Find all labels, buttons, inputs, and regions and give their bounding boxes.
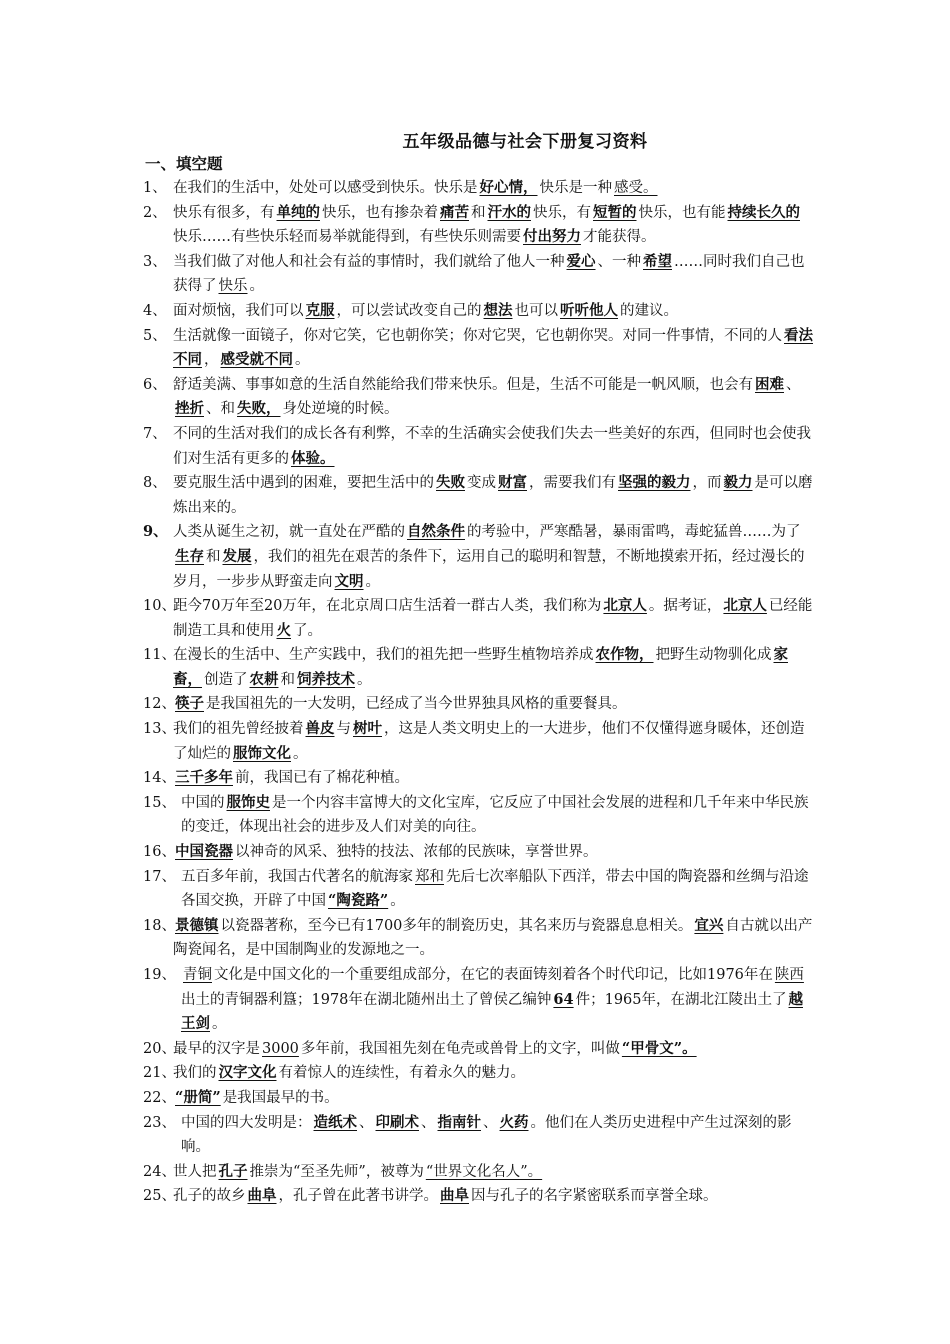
question-item bbox=[143, 1037, 813, 1062]
answer-blank: 看法不同 bbox=[173, 326, 813, 369]
question-text: 是我国祖先的一大发明，已经成了当今世界独具风格的重要餐具。 bbox=[206, 696, 627, 713]
answer-blank: “册简” bbox=[175, 1088, 221, 1106]
question-text: 、一种 bbox=[597, 253, 641, 270]
answer-blank: 单纯的 bbox=[276, 203, 320, 221]
question-text: 我们的 bbox=[173, 1065, 217, 1082]
question-text: ，孔子曾在此著书讲学。 bbox=[278, 1188, 438, 1205]
question-number: 17、 bbox=[143, 868, 176, 885]
question-text: ， bbox=[204, 352, 219, 369]
answer-blank: 克服 bbox=[305, 301, 335, 319]
question-text: 。 bbox=[390, 893, 405, 910]
question-text: 。他们在人类历史进程中产生过深刻的影响。 bbox=[181, 1114, 792, 1156]
answer-blank: 爱心 bbox=[566, 252, 596, 270]
question-text: ，而 bbox=[692, 475, 722, 492]
question-text: 不同的生活对我们的成长各有利弊，不幸的生活确实会使我们失去一些美好的东西，但同时也会使我们对生活有更多的 bbox=[173, 425, 811, 467]
answer-blank: 郑和 bbox=[415, 868, 444, 885]
question-text: 、 bbox=[786, 376, 801, 393]
question-text: 生活就像一面镜子，你对它笑，它也朝你笑；你对它哭，它也朝你哭。对同一件事情，不同的人 bbox=[173, 327, 782, 344]
question-text: ，需要我们有 bbox=[529, 475, 616, 492]
question-text: ，可以尝试改变自己的 bbox=[336, 302, 482, 319]
answer-blank: 失败 bbox=[436, 474, 465, 492]
question-number: 20、 bbox=[143, 1040, 176, 1057]
question-item bbox=[143, 250, 813, 299]
question-number: 24、 bbox=[143, 1163, 176, 1180]
answer-blank: 陕西 bbox=[774, 967, 804, 983]
question-number: 21、 bbox=[143, 1065, 176, 1082]
answer-blank: 快乐 bbox=[218, 278, 248, 295]
answer-blank: 好心情， bbox=[479, 179, 538, 196]
question-text: 要克服生活中遇到的困难，要把生活中的 bbox=[173, 475, 434, 492]
question-text: 中国的 bbox=[181, 794, 225, 811]
question-item bbox=[143, 1086, 813, 1111]
question-item bbox=[143, 1111, 813, 1160]
answer-blank: 曲阜 bbox=[247, 1187, 277, 1205]
question-item bbox=[143, 422, 813, 471]
answer-blank: 汉字文化 bbox=[218, 1064, 277, 1082]
answer-blank: 宜兴 bbox=[694, 916, 724, 934]
question-text: 、 bbox=[483, 1114, 498, 1131]
question-text: 。 bbox=[249, 278, 264, 295]
question-item bbox=[143, 299, 813, 324]
question-number: 19、 bbox=[143, 967, 176, 983]
answer-blank: 北京人 bbox=[723, 597, 767, 615]
question-item bbox=[143, 791, 813, 840]
question-text: 。 bbox=[357, 671, 372, 688]
question-text: 前，我国已有了棉花种植。 bbox=[235, 770, 409, 787]
question-text: 快乐是一种 bbox=[539, 180, 612, 196]
question-item bbox=[143, 324, 813, 373]
question-number: 9、 bbox=[143, 523, 168, 541]
answer-blank: 3000 bbox=[262, 1040, 299, 1057]
question-number: 7、 bbox=[143, 425, 167, 442]
question-text: 、 bbox=[359, 1114, 374, 1131]
answer-blank: 北京人 bbox=[603, 597, 647, 615]
answer-blank: 家畜， bbox=[173, 646, 788, 688]
question-item bbox=[143, 471, 813, 520]
question-item bbox=[143, 373, 813, 422]
answer-blank: 火 bbox=[276, 621, 291, 639]
question-list bbox=[143, 176, 813, 1209]
question-text: 快乐，也有掺杂着 bbox=[322, 204, 438, 221]
question-text: 中国的四大发明是： bbox=[181, 1114, 312, 1131]
answer-blank: 体验。 bbox=[291, 449, 335, 467]
answer-blank: 曲阜 bbox=[440, 1187, 469, 1205]
question-item bbox=[143, 201, 813, 250]
answer-blank: 三千多年 bbox=[175, 769, 233, 787]
question-text: 推崇为“至圣先师”，被尊为 bbox=[249, 1163, 424, 1180]
question-text: 也可以 bbox=[514, 302, 558, 319]
section-heading: 一、填空题 bbox=[145, 154, 223, 173]
question-item bbox=[143, 1160, 813, 1185]
question-text: 快乐，有 bbox=[533, 204, 591, 221]
answer-blank: 持续长久的 bbox=[727, 203, 800, 221]
answer-blank: 农作物， bbox=[595, 646, 654, 664]
question-text: 是可以磨炼出来的。 bbox=[173, 475, 813, 516]
question-number: 4、 bbox=[143, 302, 167, 319]
question-text: 、 bbox=[421, 1114, 436, 1131]
answer-blank: “世界文化名人”。 bbox=[425, 1163, 543, 1180]
question-number: 5、 bbox=[143, 327, 167, 344]
question-text: 以瓷器著称，至今已有1700多年的制瓷历史，其名来历与瓷器息息相关。 bbox=[220, 917, 693, 934]
question-text: 当我们做了对他人和社会有益的事情时，我们就给了他人一种 bbox=[173, 253, 565, 270]
question-number: 12、 bbox=[143, 696, 176, 713]
question-number: 23、 bbox=[143, 1114, 176, 1131]
answer-blank: 文明 bbox=[334, 572, 364, 590]
answer-blank: “甲骨文”。 bbox=[621, 1039, 697, 1057]
question-text: 是一个内容丰富博大的文化宝库，它反应了中国社会发展的进程和几千年来中华民族的变迁，体现出社会的进步及人们对美的向往。 bbox=[181, 794, 809, 836]
question-number: 15、 bbox=[143, 794, 176, 811]
question-text: 。据考证， bbox=[648, 598, 722, 615]
question-number: 3、 bbox=[143, 253, 167, 270]
question-item bbox=[143, 865, 813, 914]
question-text: 和 bbox=[280, 671, 295, 688]
question-text: 舒适美满、事事如意的生活自然能给我们带来快乐。但是，生活不可能是一帆风顺，也会有 bbox=[173, 376, 753, 393]
answer-blank: 毅力 bbox=[723, 474, 753, 492]
question-item bbox=[143, 766, 813, 791]
question-text: 五百多年前，我国古代著名的航海家 bbox=[181, 868, 413, 885]
answer-blank: 挫折 bbox=[175, 400, 204, 418]
question-text: 了。 bbox=[293, 622, 322, 639]
answer-blank: 印刷术 bbox=[375, 1113, 419, 1131]
question-text: 快乐有很多，有 bbox=[173, 204, 275, 221]
question-text: 先后七次率船队下西洋，带去中国的陶瓷器和丝绸与沿途各国交换，开辟了中国 bbox=[181, 868, 809, 910]
answer-blank: 筷子 bbox=[175, 695, 204, 713]
answer-blank: 自然条件 bbox=[407, 523, 465, 541]
document-title: 五年级品德与社会下册复习资料 bbox=[402, 132, 648, 152]
question-text: 才能获得。 bbox=[583, 229, 656, 246]
question-text: 快乐……有些快乐轻而易举就能得到，有些快乐则需要 bbox=[173, 229, 521, 246]
question-number: 14、 bbox=[143, 770, 176, 787]
question-text: 快乐，也有能 bbox=[638, 204, 726, 221]
question-text: 身处逆境的时候。 bbox=[282, 401, 399, 418]
question-text: 是我国最早的书。 bbox=[222, 1089, 339, 1106]
question-item bbox=[143, 1184, 813, 1209]
answer-blank: 想法 bbox=[483, 301, 513, 319]
question-item bbox=[143, 176, 813, 201]
question-item bbox=[143, 643, 813, 692]
question-text: 的建议。 bbox=[620, 302, 678, 319]
question-number: 1、 bbox=[143, 180, 167, 196]
question-number: 6、 bbox=[143, 376, 167, 393]
question-text: 的考验中，严寒酷暑，暴雨雷鸣，毒蛇猛兽……为了 bbox=[467, 524, 801, 541]
question-text: 有着惊人的连续性，有着永久的魅力。 bbox=[278, 1065, 525, 1082]
question-text: 人类从诞生之初，就一直处在严酷的 bbox=[173, 524, 405, 541]
question-text: 和 bbox=[471, 204, 486, 221]
answer-blank: 困难 bbox=[755, 375, 784, 393]
answer-blank: 兽皮 bbox=[305, 720, 335, 738]
answer-blank: 火药 bbox=[499, 1113, 529, 1131]
answer-blank: 64 bbox=[553, 990, 574, 1008]
answer-blank: 中国瓷器 bbox=[175, 843, 233, 861]
question-text: 。 bbox=[295, 352, 310, 369]
question-number: 8、 bbox=[143, 475, 167, 492]
answer-blank: 服饰文化 bbox=[233, 744, 291, 762]
question-number: 10、 bbox=[143, 598, 176, 615]
answer-blank: 越王剑 bbox=[181, 990, 803, 1033]
answer-blank: 感受就不同 bbox=[220, 351, 293, 369]
question-text: 与 bbox=[336, 721, 351, 738]
question-text: 文化是中国文化的一个重要组成部分，在它的表面铸刻着各个时代印记，比如1976年在 bbox=[214, 967, 773, 983]
question-text: 、和 bbox=[206, 401, 235, 418]
answer-blank: 饲养技术 bbox=[297, 670, 355, 688]
question-item bbox=[143, 717, 813, 766]
question-item bbox=[143, 914, 813, 963]
question-text: 我们的祖先曾经披着 bbox=[173, 721, 304, 738]
question-text: ，我们的祖先在艰苦的条件下，运用自己的聪明和智慧，不断地摸索开拓，经过漫长的岁月，一步步从野蛮走向 bbox=[173, 548, 805, 590]
answer-blank: 失败， bbox=[237, 400, 281, 418]
answer-blank: 感受。 bbox=[614, 180, 658, 196]
question-number: 11、 bbox=[143, 647, 176, 664]
question-item bbox=[143, 963, 813, 1037]
answer-blank: 造纸术 bbox=[313, 1113, 357, 1131]
question-item bbox=[143, 840, 813, 865]
answer-blank: 树叶 bbox=[353, 720, 382, 738]
answer-blank: 孔子 bbox=[218, 1162, 248, 1180]
question-text: 。 bbox=[365, 573, 380, 590]
question-number: 25、 bbox=[143, 1188, 176, 1205]
answer-blank: 景德镇 bbox=[175, 916, 219, 934]
question-text: 。 bbox=[212, 1016, 227, 1033]
answer-blank: 生存 bbox=[175, 547, 204, 565]
question-text: 。 bbox=[293, 745, 308, 762]
question-text: 和 bbox=[206, 548, 221, 565]
question-text: 件；1965年，在湖北江陵出土了 bbox=[575, 991, 787, 1008]
answer-blank: 希望 bbox=[643, 252, 672, 270]
answer-blank: 坚强的毅力 bbox=[618, 474, 691, 492]
question-text: 创造了 bbox=[204, 671, 248, 688]
question-number: 13、 bbox=[143, 721, 176, 738]
question-text: 出土的青铜器利簋；1978年在湖北随州出土了曾侯乙编钟 bbox=[181, 991, 552, 1008]
answer-blank: 农耕 bbox=[249, 670, 279, 688]
question-number: 16、 bbox=[143, 844, 176, 861]
answer-blank: 短暂的 bbox=[593, 203, 637, 221]
question-text: 孔子的故乡 bbox=[173, 1188, 246, 1205]
answer-blank: 付出努力 bbox=[523, 228, 581, 246]
answer-blank: 发展 bbox=[222, 547, 252, 565]
question-text: 变成 bbox=[467, 475, 496, 492]
question-text: 以神奇的风采、独特的技法、浓郁的民族味，享誉世界。 bbox=[235, 844, 598, 861]
question-number: 18、 bbox=[143, 917, 176, 934]
answer-blank: 汗水的 bbox=[487, 203, 531, 221]
question-text: 自古就以出产陶瓷闻名，是中国制陶业的发源地之一。 bbox=[173, 917, 813, 959]
answer-blank: “陶瓷路” bbox=[328, 892, 389, 910]
question-number: 22、 bbox=[143, 1089, 176, 1106]
answer-blank: 痛苦 bbox=[440, 203, 469, 221]
question-text: 把野生动物驯化成 bbox=[655, 647, 772, 664]
question-text: 在漫长的生活中、生产实践中，我们的祖先把一些野生植物培养成 bbox=[173, 647, 594, 664]
question-item bbox=[143, 520, 813, 594]
question-text: ，这是人类文明史上的一大进步，他们不仅懂得遮身暖体，还创造了灿烂的 bbox=[173, 721, 805, 762]
question-item bbox=[143, 594, 813, 643]
question-number: 2、 bbox=[143, 204, 167, 221]
question-text: 多年前，我国祖先刻在龟壳或兽骨上的文字，叫做 bbox=[300, 1040, 620, 1057]
question-text: ……同时我们自己也获得了 bbox=[173, 253, 805, 295]
question-text: 已经能制造工具和使用 bbox=[173, 598, 813, 639]
question-text: 面对烦恼，我们可以 bbox=[173, 302, 304, 319]
question-text: 在我们的生活中，处处可以感受到快乐。快乐是 bbox=[173, 180, 478, 196]
question-item bbox=[143, 692, 813, 717]
question-text: 距今70万年至20万年，在北京周口店生活着一群古人类，我们称为 bbox=[173, 598, 602, 615]
answer-blank: 青铜 bbox=[183, 967, 212, 983]
question-text: 最早的汉字是 bbox=[173, 1040, 260, 1057]
question-text: 因与孔子的名字紧密联系而享誉全球。 bbox=[471, 1188, 718, 1205]
answer-blank: 听听他人 bbox=[560, 301, 618, 319]
answer-blank: 服饰史 bbox=[226, 793, 270, 811]
answer-blank: 指南针 bbox=[437, 1113, 481, 1131]
question-item bbox=[143, 1061, 813, 1086]
answer-blank: 财富 bbox=[498, 474, 527, 492]
question-text: 世人把 bbox=[173, 1163, 217, 1180]
